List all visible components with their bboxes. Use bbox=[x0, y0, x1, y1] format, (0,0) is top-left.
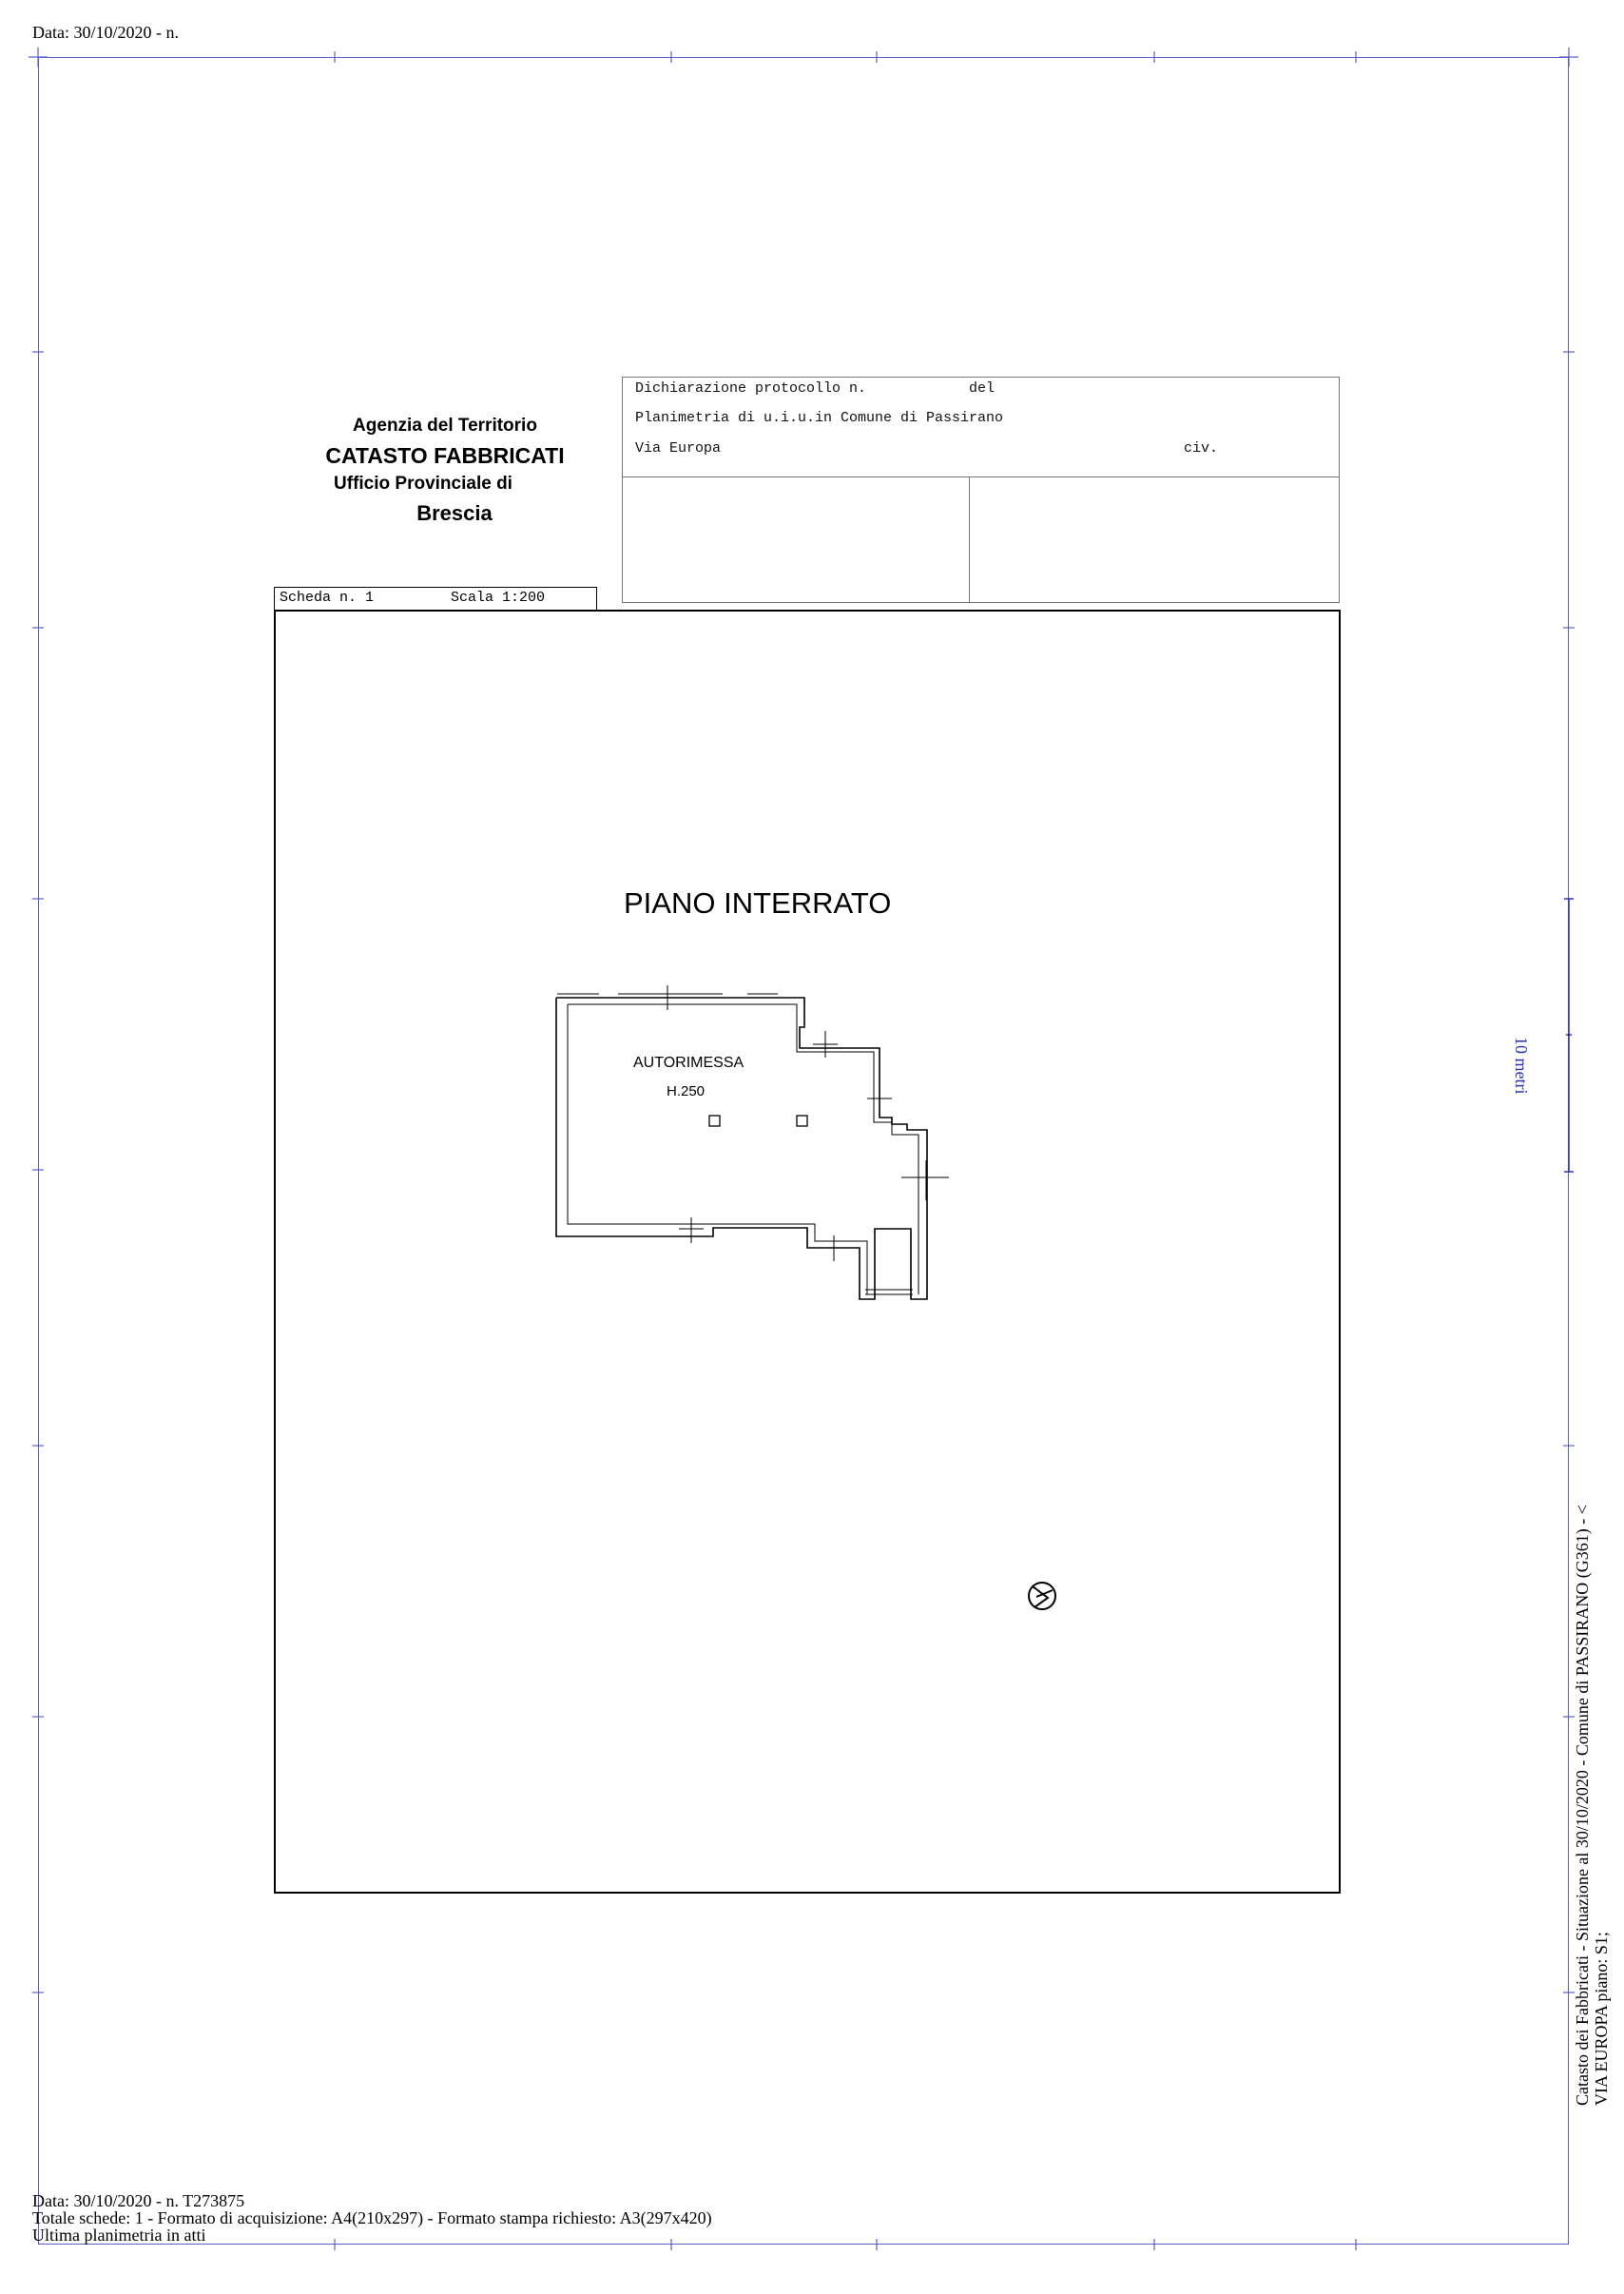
city-name: Brescia bbox=[416, 501, 493, 525]
agency-name: Agenzia del Territorio bbox=[353, 416, 537, 436]
declaration-planimetria: Planimetria di u.i.u.in Comune di Passirano bbox=[635, 410, 1004, 426]
header-date: Data: 30/10/2020 - n. bbox=[32, 23, 179, 42]
declaration-protocol: Dichiarazione protocollo n. del bbox=[635, 380, 996, 397]
scale-bar bbox=[1564, 899, 1574, 1172]
declaration-civ: civ. bbox=[1184, 440, 1219, 457]
side-caption-line1: Catasto dei Fabbricati - Situazione al 30/10/2020 - Comune di PASSIRANO (G361) - < bbox=[1573, 1505, 1592, 2106]
declaration-divider bbox=[622, 476, 1340, 477]
side-caption-line2: VIA EUROPA piano: S1; bbox=[1592, 1932, 1611, 2106]
scheda-number: Scheda n. 1 bbox=[280, 590, 375, 606]
ufficio-label: Ufficio Provinciale di bbox=[334, 474, 512, 494]
declaration-divider-vertical bbox=[969, 476, 970, 603]
side-caption bbox=[1573, 1505, 1611, 2106]
room-height: H.250 bbox=[667, 1083, 706, 1099]
declaration-address: Via Europa bbox=[635, 440, 722, 457]
drawing-frame bbox=[274, 610, 1341, 1894]
footer-note: Ultima planimetria in atti bbox=[32, 2226, 206, 2245]
catasto-title: CATASTO FABBRICATI bbox=[325, 443, 565, 468]
room-name: AUTORIMESSA bbox=[633, 1055, 744, 1071]
floor-title: PIANO INTERRATO bbox=[624, 886, 892, 920]
footer bbox=[32, 2192, 712, 2244]
footer-date: Data: 30/10/2020 - n. T273875 bbox=[32, 2191, 245, 2210]
footer-format: Totale schede: 1 - Formato di acquisizione: A4(210x297) - Formato stampa richiesto: A3(297x420) bbox=[32, 2208, 712, 2227]
scale-bar-label: 10 metri bbox=[1512, 1037, 1531, 1095]
scale-ratio: Scala 1:200 bbox=[451, 590, 546, 606]
